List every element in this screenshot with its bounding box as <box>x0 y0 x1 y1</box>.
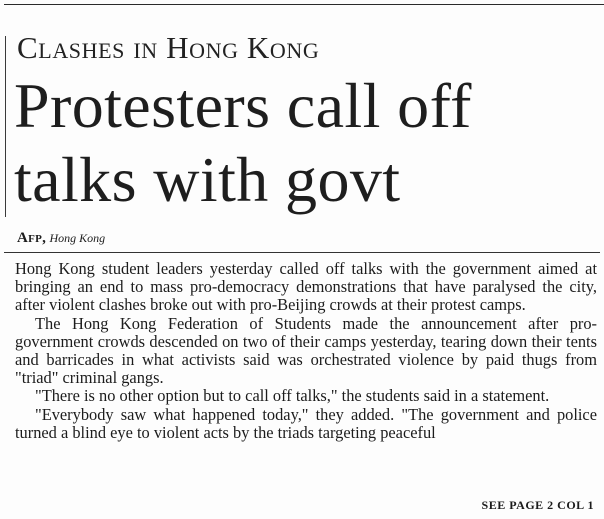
headline-line-1: Protesters call off <box>14 70 472 141</box>
byline-location: Hong Kong <box>49 231 106 245</box>
byline <box>17 229 105 247</box>
kicker: Clashes in Hong Kong <box>17 30 320 65</box>
byline-rule <box>4 252 600 253</box>
article-body <box>15 260 597 442</box>
paragraph-4: "Everybody saw what happened today," they added. "The government and police turned a blind eye to violent acts by the triads targeting peaceful <box>15 404 597 442</box>
headline-line-2: talks with govt <box>14 144 401 215</box>
paragraph-2: The Hong Kong Federation of Students made the announcement after pro-government crowds descended on two of their camps yesterday, tearing down their tents and barricades in what activists said was orchestrated violence by paid thugs from "triad" criminal gangs. <box>15 313 597 388</box>
continuation-note: SEE PAGE 2 COL 1 <box>481 498 594 512</box>
paragraph-1: Hong Kong student leaders yesterday called off talks with the government aimed at bringing an end to mass pro-democracy demonstrations that have paralysed the city, after violent clashes broke out with pro-Beijing crowds at their protest camps. <box>15 259 597 315</box>
headline <box>14 69 604 217</box>
byline-agency: Afp, <box>17 230 47 246</box>
top-rule <box>4 4 604 5</box>
headline-side-rule <box>5 36 6 217</box>
paragraph-3: "There is no other option but to call off talks," the students said in a statement. <box>35 386 550 406</box>
